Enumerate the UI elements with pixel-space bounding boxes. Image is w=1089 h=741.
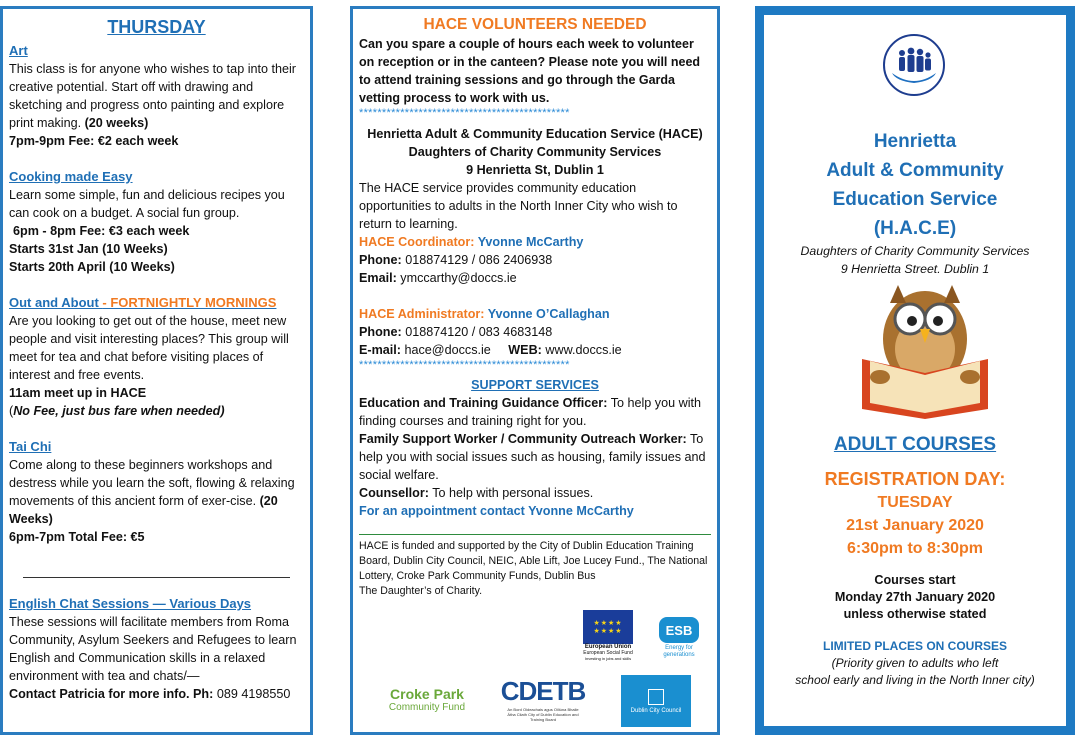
cooking-start1: Starts 31st Jan (10 Weeks) [9,242,168,256]
english-description: These sessions will facilitate members from Roma Community, Asylum Seekers and Refugees to learn English and Communication skills in a relaxed environment with tea and chats/— [9,615,297,683]
volunteers-title: HACE VOLUNTEERS NEEDED [423,16,647,33]
support3-text: To help with personal issues. [432,486,594,500]
support-1 [359,394,711,430]
admin-phone-value: 018874120 / 083 4683148 [405,325,553,339]
registration-heading: REGISTRATION DAY: [824,469,1006,489]
outabout-heading [9,294,304,312]
priority-line1: (Priority given to adults who left [831,656,999,670]
coord-phone-value: 018874129 / 086 2406938 [405,253,553,267]
support-3 [359,484,711,502]
admin-name: Yvonne O’Callaghan [487,307,610,321]
admin-phone [359,323,711,341]
cooking-heading: Cooking made Easy [9,169,133,184]
courses-start-label: Courses start [874,573,956,587]
support-2 [359,430,711,484]
thursday-panel [0,6,313,735]
org-line3: 9 Henrietta St, Dublin 1 [466,163,604,177]
coordinator-name: Yvonne McCarthy [477,235,584,249]
volunteers-panel [350,6,720,735]
taichi-desc-text: Come along to these beginners workshops and destress while you learn the soft, flowing & relaxing movements of this ancient form of exer-cise. [9,458,295,508]
dcc-crest-icon [648,689,664,705]
support1-label: Education and Training Guidance Officer: [359,396,608,410]
limited-places: LIMITED PLACES ON COURSES [822,639,1007,653]
cooking-start2: Starts 20th April (10 Weeks) [9,260,175,274]
green-divider [359,534,711,535]
courses-block [764,433,1066,689]
english-phone: 089 4198550 [216,687,291,701]
esb-logo [655,613,703,663]
croke-park-text: Croke Park [390,685,464,702]
cdetb-logo [500,671,586,727]
appointment-line: For an appointment contact Yvonne McCarthy [359,504,634,518]
taichi-heading: Tai Chi [9,439,52,454]
eu-label-3: Investing in jobs and skills [584,655,632,661]
funding-text: HACE is funded and supported by the City of Dublin Education Training Board, Dublin City Council, NEIC, Able Lift, Joe Lucey Fund., The National Lottery, Croke Park Community Funds, Dublin Bus [359,540,708,582]
title-line3: Education Service [832,189,998,210]
art-time: 7pm-9pm Fee: €2 each week [9,134,179,148]
eu-flag-icon: ★★★★ ★★★★ [583,610,633,644]
web-link[interactable]: www.doccs.ie [545,343,622,357]
outabout-fee-text: No Fee, just bus fare when needed) [13,404,225,418]
taichi-description [9,456,304,528]
outabout-meet: 11am meet up in HACE [9,386,147,400]
art-weeks: (20 weeks) [84,116,149,130]
coordinator-label: HACE Coordinator: [359,235,475,249]
outabout-heading-text: Out and About [9,295,103,310]
courses-start-note: unless otherwise stated [843,607,987,621]
owl-reading-book-icon [850,281,1000,421]
title-line1: Henrietta [873,131,957,152]
taichi-weeks: (20 Weeks) [9,494,278,526]
outabout-fortnightly: - FORTNIGHTLY MORNINGS [102,295,277,310]
art-description [9,60,304,132]
subtitle-line2: 9 Henrietta Street. Dublin 1 [840,262,990,276]
registration-date: 21st January 2020 [846,517,984,534]
outabout-fee-paren: ( [9,404,14,418]
dublin-city-council-logo [621,675,691,727]
hace-people-logo-icon [882,33,946,97]
art-desc-text: This class is for anyone who wishes to tap into their creative potential. Start off with drawing and sketching and progress onto painting and explore print making. [9,62,296,130]
admin-email-web [359,341,711,359]
english-contact [9,685,304,703]
cooking-time: 6pm - 8pm Fee: €3 each week [13,224,190,238]
cdetb-sub: An Bord Oideachais agus Oiliúna Bhaile Átha Cliath City of Dublin Education and Training Board [507,707,579,722]
priority-line2: school early and living in the North Inner city) [795,673,1035,687]
cooking-description: Learn some simple, fun and delicious recipes you can cook on a budget. A social fun group. [9,188,285,220]
esb-icon: ESB [659,617,699,643]
support-title: SUPPORT SERVICES [471,378,599,392]
cover-panel [755,6,1075,735]
cover-subtitle [764,242,1066,278]
title-line2: Adult & Community [826,160,1004,181]
volunteer-text: Can you spare a couple of hours each week to volunteer on reception or in the canteen? Please note you will need to attend training sessions and go through the Garda vetting process to work with us. [359,37,701,105]
title-line4: (H.A.C.E) [873,218,957,239]
english-contact-label: Contact Patricia for more info. Ph: [9,687,214,701]
coordinator-phone [359,251,711,269]
web-label: WEB: [508,343,542,357]
admin-email-label: E-mail: [359,343,401,357]
admin-label: HACE Administrator: [359,307,485,321]
admin-email-value[interactable]: hace@doccs.ie [404,343,491,357]
registration-time: 6:30pm to 8:30pm [846,540,984,557]
administrator-line [359,305,711,323]
courses-start-date: Monday 27th January 2020 [834,590,996,604]
art-heading: Art [9,43,28,58]
support1-text: To help you with finding courses and training right for you. [359,396,702,428]
outabout-description: Are you looking to get out of the house, meet new people and visit interesting places? This group will meet for tea and chat before visiting places of interest and free events. [9,314,289,382]
coordinator-email [359,269,711,287]
support3-label: Counsellor: [359,486,429,500]
stars-divider-1: ********************************************** [359,107,570,119]
cdetb-text: CDETB [500,676,586,706]
croke-park-logo [377,679,477,719]
coord-email-label: Email: [359,271,397,285]
stars-divider-2: ********************************************** [359,359,570,371]
eu-label: European Union [584,643,632,650]
eu-label-2: European Social Fund [583,649,633,656]
org-line1: Henrietta Adult & Community Education Service (HACE) [367,127,703,141]
coordinator-line [359,233,711,251]
cover-title [764,127,1066,243]
outabout-fee [9,402,304,420]
coord-phone-label: Phone: [359,253,402,267]
admin-phone-label: Phone: [359,325,402,339]
org-line2: Daughters of Charity Community Services [408,145,662,159]
english-heading: English Chat Sessions — Various Days [9,596,252,611]
eu-flag-logo [579,607,637,663]
coord-email-value[interactable]: ymccarthy@doccs.ie [400,271,517,285]
esb-tagline: Energy for generations [663,645,695,658]
dcc-label: Dublin City Council [630,707,682,714]
funding-text-2: The Daughter’s of Charity. [359,585,483,597]
thursday-title: THURSDAY [107,17,206,37]
taichi-time: 6pm-7pm Total Fee: €5 [9,530,145,544]
adult-courses-heading: ADULT COURSES [833,434,997,455]
croke-park-sub: Community Fund [388,701,466,713]
support2-text: To help you with social issues such as housing, family issues and social welfare. [359,432,706,482]
subtitle-line1: Daughters of Charity Community Services [800,244,1030,258]
support2-label: Family Support Worker / Community Outreach Worker: [359,432,687,446]
org-description: The HACE service provides community education opportunities to adults in the North Inner City who wish to return to learning. [359,181,678,231]
registration-day: TUESDAY [877,494,953,511]
